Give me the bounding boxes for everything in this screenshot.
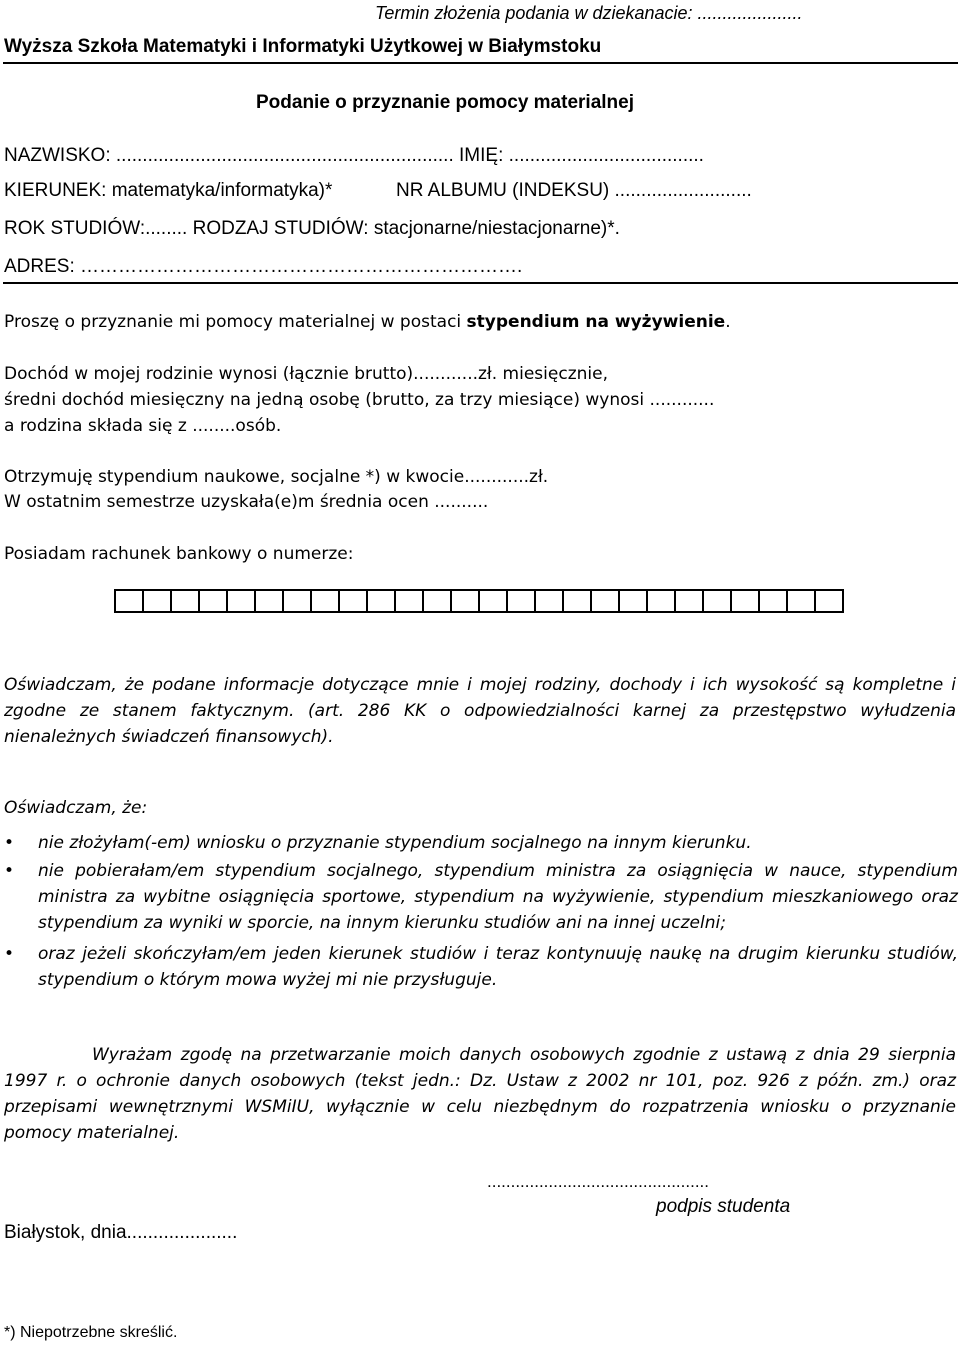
list-item [0, 858, 958, 936]
bank-digit-box[interactable] [704, 589, 732, 613]
bank-account-label: Posiadam rachunek bankowy o numerze: [4, 544, 354, 564]
income-line-3: a rodzina składa się z ........osób. [4, 416, 282, 436]
declaration-item-text: nie złożyłam(-em) wniosku o przyznanie stypendium socjalnego na innym kierunku. [38, 833, 752, 853]
declaration-list [0, 830, 958, 993]
signature-label: podpis studenta [656, 1196, 791, 1217]
income-line-1: Dochód w mojej rodzinie wynosi (łącznie brutto)............zł. miesięcznie, [4, 364, 608, 384]
bank-digit-box[interactable] [788, 589, 816, 613]
bank-digit-box[interactable] [256, 589, 284, 613]
scholarship-amount-line: Otrzymuję stypendium naukowe, socjalne *) w kwocie............zł. [4, 467, 549, 487]
bank-digit-box[interactable] [480, 589, 508, 613]
request-prefix: Proszę o przyznanie mi pomocy materialnej w postaci [4, 312, 467, 332]
bank-digit-box[interactable] [228, 589, 256, 613]
request-scholarship-type: stypendium na wyżywienie [466, 312, 726, 332]
bank-digit-box[interactable] [312, 589, 340, 613]
form-title: Podanie o przyznanie pomocy materialnej [256, 92, 634, 113]
bank-digit-box[interactable] [760, 589, 788, 613]
bank-digit-box[interactable] [676, 589, 704, 613]
bank-digit-box[interactable] [452, 589, 480, 613]
surname-name-line: NAZWISKO: ................................................................ IMIĘ: ..................................... [4, 145, 704, 166]
bank-digit-box[interactable] [396, 589, 424, 613]
footnote: *) Niepotrzebne skreślić. [4, 1324, 178, 1341]
year-type-line: ROK STUDIÓW:........ RODZAJ STUDIÓW: stacjonarne/niestacjonarne)*. [4, 218, 620, 239]
bank-digit-box[interactable] [816, 589, 844, 613]
bank-digit-box[interactable] [116, 589, 144, 613]
declaration-item-text: nie pobierałam/em stypendium socjalnego, stypendium ministra za osiągnięcia w nauce, stypendium ministra za wybitne osiągnięcia sportowe, stypendium na wyżywienie, stypendium mieszkaniowego oraz stypendium za wyniki w sporcie, na innym kierunku studiów ani na innej uczelni; [38, 861, 958, 933]
place-date-line: Białystok, dnia..................... [4, 1222, 238, 1243]
bank-digit-box[interactable] [368, 589, 396, 613]
header-divider [3, 62, 958, 64]
bank-digit-box[interactable] [172, 589, 200, 613]
request-suffix: . [725, 312, 731, 332]
list-item [0, 830, 958, 856]
bullet-icon: • [4, 861, 15, 881]
bank-digit-box[interactable] [536, 589, 564, 613]
address-line: ADRES: ……………………………………………………………. [4, 256, 523, 277]
bank-digit-box[interactable] [648, 589, 676, 613]
declaration-title: Oświadczam, że: [4, 798, 148, 818]
list-item [0, 941, 958, 993]
bank-digit-box[interactable] [564, 589, 592, 613]
bank-digit-box[interactable] [200, 589, 228, 613]
income-line-2: średni dochód miesięczny na jedną osobę (brutto, za trzy miesiące) wynosi ............ [4, 390, 715, 410]
bank-digit-box[interactable] [732, 589, 760, 613]
bullet-icon: • [4, 833, 15, 853]
bank-digit-box[interactable] [284, 589, 312, 613]
grade-average-line: W ostatnim semestrze uzyskała(e)m średnia ocen .......... [4, 492, 489, 512]
bank-digit-box[interactable] [592, 589, 620, 613]
bank-digit-box[interactable] [424, 589, 452, 613]
bank-digit-box[interactable] [620, 589, 648, 613]
data-processing-consent: Wyrażam zgodę na przetwarzanie moich danych osobowych zgodnie z ustawą z dnia 29 sierpnia 1997 r. o ochronie danych osobowych (tekst jedn.: Dz. Ustaw z 2002 nr 101, poz. 926 z późn. zm.) oraz przepisami wewnętrznymi WSMiIU, wyłącznie w celu niezbędnym do rozpatrzenia wniosku o przyznanie pomocy materialnej. [4, 1045, 956, 1143]
address-divider [3, 282, 958, 284]
bank-digit-box[interactable] [144, 589, 172, 613]
deadline-note: Termin złożenia podania w dziekanacie: ..................... [375, 3, 803, 23]
album-number-field: NR ALBUMU (INDEKSU) .......................... [396, 180, 752, 201]
signature-line: ............................................... [487, 1172, 709, 1191]
request-line [4, 312, 731, 332]
major-field: KIERUNEK: matematyka/informatyka)* [4, 180, 333, 201]
bank-account-number-boxes[interactable] [114, 589, 844, 613]
bank-digit-box[interactable] [340, 589, 368, 613]
declaration-item-text: oraz jeżeli skończyłam/em jeden kierunek studiów i teraz kontynuuję naukę na drugim kierunku studiów, stypendium o którym mowa wyżej mi nie przysługuje. [38, 944, 958, 990]
declaration-data-accuracy: Oświadczam, że podane informacje dotyczące mnie i mojej rodziny, dochody i ich wysokość są kompletne i zgodne ze stanem faktycznym. (art. 286 KK o odpowiedzialności karnej za przestępstwo wyłudzenia nienależnych świadczeń finansowych). [4, 675, 956, 747]
bank-digit-box[interactable] [508, 589, 536, 613]
bullet-icon: • [4, 944, 15, 964]
school-name: Wyższa Szkoła Matematyki i Informatyki Użytkowej w Białymstoku [4, 36, 602, 57]
